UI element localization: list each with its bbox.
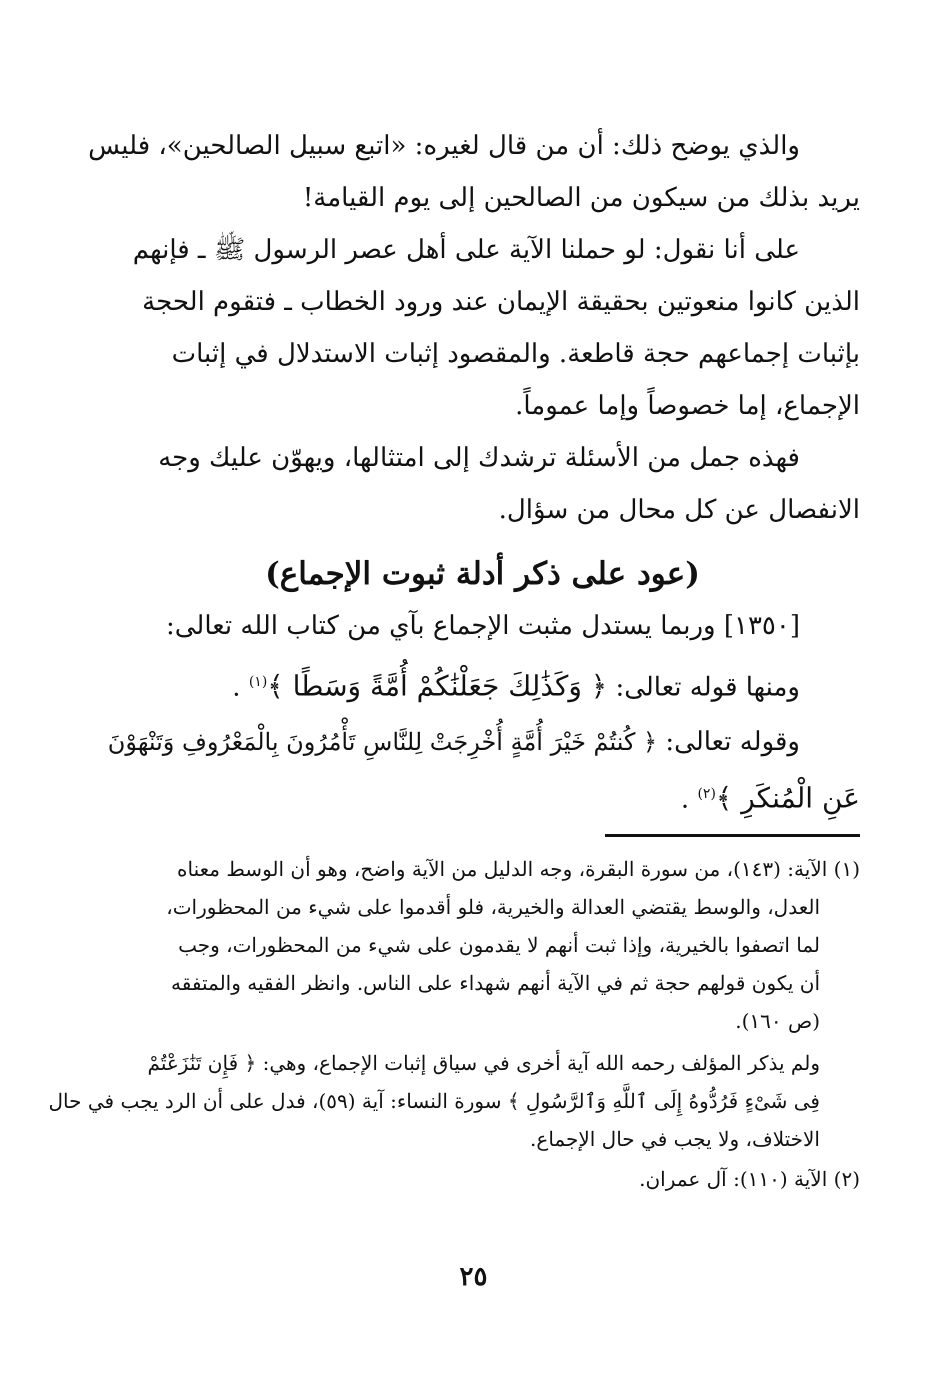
- text-line: والذي يوضح ذلك: أن من قال لغيره: «اتبع سبيل الصالحين»، فليس: [88, 131, 800, 161]
- footnote-line: فِى شَىْءٍ فَرُدُّوهُ إِلَى ٱللَّهِ وَٱلرَّسُولِ ﴾ سورة النساء: آية (٥٩)، فدل على أن الرد يجب في حال: [48, 1089, 820, 1113]
- verse-tail: .: [680, 784, 690, 815]
- text-line: [105, 768, 860, 826]
- text-line: الإجماع، إما خصوصاً وإما عموماً.: [515, 391, 860, 421]
- footnote-line: (٢) الآية (١١٠): آل عمران.: [639, 1167, 860, 1191]
- text-line: فهذه جمل من الأسئلة ترشدك إلى امتثالها، ويهوّن عليك وجه: [158, 443, 800, 473]
- footnote-line: (١) الآية: (١٤٣)، من سورة البقرة، وجه الدليل من الآية واضح، وهو أن الوسط معناه: [177, 857, 860, 881]
- verse-tail: .: [232, 672, 241, 703]
- footnote-line: (ص ١٦٠).: [735, 1009, 820, 1033]
- footnote-ref: (٢): [697, 786, 716, 802]
- verse-lead: ومنها قوله تعالى:: [615, 672, 800, 703]
- text-line: بإثبات إجماعهم حجة قاطعة. والمقصود إثبات الاستدلال في إثبات: [171, 339, 860, 369]
- footnote-line: أن يكون قولهم حجة ثم في الآية أنهم شهداء على الناس. وانظر الفقيه والمتفقه: [171, 971, 820, 995]
- section-heading: (عود على ذكر أدلة ثبوت الإجماع): [265, 556, 700, 592]
- quran-verse: ﴿ كُنتُمْ خَيْرَ أُمَّةٍ أُخْرِجَتْ لِلنَّاسِ تَأْمُرُونَ بِالْمَعْرُوفِ وَتَنْهَوْنَ: [107, 728, 658, 756]
- page-number: ٢٥: [459, 1262, 488, 1292]
- text-line: [١٣٥٠] وربما يستدل مثبت الإجماع بآي من كتاب الله تعالى:: [166, 611, 800, 641]
- footnote-1-extra: [48, 1044, 860, 1158]
- footnote-line: العدل، والوسط يقتضي العدالة والخيرية، فلو أقدموا على شيء من المحظورات،: [166, 895, 820, 919]
- footnote-separator: [605, 834, 860, 837]
- text-line: يريد بذلك من سيكون من الصالحين إلى يوم القيامة!: [302, 183, 860, 213]
- paragraph-3: [105, 432, 860, 536]
- text-line: الذين كانوا منعوتين بحقيقة الإيمان عند ورود الخطاب ـ فتقوم الحجة: [142, 287, 860, 317]
- paragraph-5: [105, 656, 860, 714]
- text-line: الانفصال عن كل محال من سؤال.: [498, 495, 860, 525]
- quran-verse-continued: عَنِ الْمُنكَرِ ﴾: [715, 781, 860, 815]
- footnote-line: الاختلاف، ولا يجب في حال الإجماع.: [530, 1127, 820, 1151]
- paragraph-6: [105, 716, 860, 826]
- paragraph-1: [88, 120, 860, 224]
- footnote-1: [105, 850, 860, 1040]
- footnote-line: ولم يذكر المؤلف رحمه الله آية أخرى في سياق إثبات الإجماع، وهي: ﴿ فَإِن تَنَٰزَعْتُمْ: [147, 1051, 820, 1075]
- paragraph-4: [105, 600, 860, 652]
- quran-verse: ﴿ وَكَذَٰلِكَ جَعَلْنَٰكُمْ أُمَّةً وَسَطًا ﴾: [267, 669, 608, 703]
- footnote-line: لما اتصفوا بالخيرية، وإذا ثبت أنهم لا يقدمون على شيء من المحظورات، وجب: [178, 933, 820, 957]
- text-line: [105, 716, 860, 768]
- footnote-ref: (١): [248, 674, 268, 690]
- text-line: [105, 656, 860, 714]
- text-line: على أنا نقول: لو حملنا الآية على أهل عصر الرسول ﷺ ـ فإنهم: [132, 235, 800, 265]
- verse-lead: وقوله تعالى:: [665, 727, 800, 757]
- paragraph-2: [105, 224, 860, 432]
- footnote-2: [105, 1160, 860, 1198]
